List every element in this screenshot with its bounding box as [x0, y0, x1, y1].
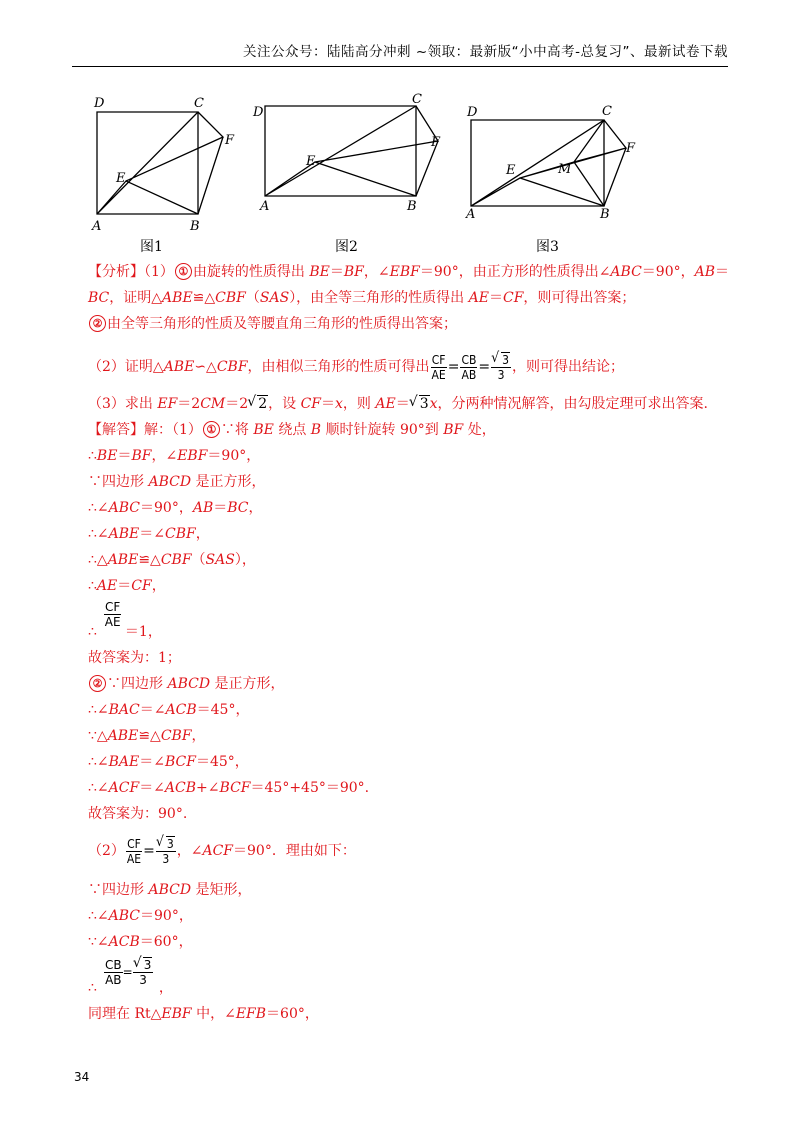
text-segment: 3 — [139, 973, 147, 987]
text-segment: EF — [157, 396, 178, 412]
text-segment: ＝ — [488, 290, 503, 306]
text-segment: 【分析】 — [88, 264, 144, 280]
text-segment: BCF — [219, 780, 251, 796]
text-segment: ① — [203, 421, 220, 438]
text-segment: AE — [126, 851, 142, 866]
text-segment: BAC — [108, 702, 140, 718]
text-segment: SAS — [205, 552, 235, 568]
fraction-sqrt3-3-2 — [156, 837, 176, 866]
text-segment: ＝∠ — [139, 526, 165, 542]
text-segment: ＝60°， — [266, 1006, 319, 1022]
text-segment: CF — [127, 836, 141, 851]
text-segment: EBF — [389, 264, 420, 280]
text-segment: CF — [431, 352, 446, 367]
text-segment: CF — [300, 396, 321, 412]
text-segment: ＝1， — [124, 624, 162, 640]
text-segment: ② — [89, 675, 106, 692]
text-segment: ，则可得出结论； — [512, 359, 625, 375]
text-segment: ， — [195, 526, 210, 542]
solution-line-16 — [88, 880, 252, 900]
text-segment: ，∠ — [363, 264, 390, 280]
math-expression — [157, 837, 175, 851]
text-segment: CBF — [160, 728, 192, 744]
text-segment: ∴ — [88, 578, 97, 594]
text-segment: （3）求出 — [88, 396, 158, 412]
solution-line-7 — [88, 622, 162, 642]
text-segment: ＝90°．理由如下： — [233, 843, 356, 859]
text-segment: ∵四边形 — [88, 882, 149, 898]
text-segment: （1） — [144, 264, 174, 280]
text-segment: AB — [192, 500, 214, 516]
text-segment: ABCD — [148, 474, 192, 490]
solution-line-5 — [88, 550, 256, 570]
text-segment: ＝2 — [177, 396, 201, 412]
text-segment: ACB — [108, 934, 140, 950]
solution-line-14 — [88, 804, 187, 824]
text-segment: ABC — [108, 908, 141, 924]
page-header: 关注公众号：陆陆高分冲刺 ~领取：最新版“小中高考-总复习”、最新试卷下载 — [72, 44, 728, 67]
text-segment: 是正方形， — [210, 676, 285, 692]
text-segment: ∴∠ — [88, 780, 109, 796]
text-segment: 故答案为：1； — [88, 650, 181, 666]
text-segment: = — [143, 843, 155, 859]
text-segment: ∴∠ — [88, 526, 109, 542]
fig3-label-a: A — [466, 207, 476, 222]
analysis-line-4 — [88, 350, 624, 384]
text-segment: AE — [468, 290, 489, 306]
text-segment: ＝ — [321, 396, 335, 412]
analysis-line-5 — [88, 394, 708, 414]
text-segment: BF — [443, 422, 464, 438]
text-segment: ＝ — [329, 264, 344, 280]
text-segment: （2）证明△ — [88, 359, 164, 375]
text-segment: AB — [694, 264, 716, 280]
text-segment: CF — [502, 290, 524, 306]
fig2-label-f: F — [431, 135, 441, 150]
text-segment: ＝90°， — [207, 448, 261, 464]
text-segment: ABCD — [167, 676, 211, 692]
text-segment: ＝∠ — [139, 754, 165, 770]
text-segment: AE — [96, 578, 118, 594]
text-segment: ABC — [610, 264, 642, 280]
text-segment: CBF — [216, 359, 248, 375]
text-segment: ABE — [107, 552, 139, 568]
text-segment: ACF — [202, 843, 234, 859]
fig3-label-m: M — [558, 162, 572, 177]
fig2-label-b: B — [407, 199, 417, 214]
text-segment: BE — [96, 448, 118, 464]
text-segment: ACB — [165, 702, 197, 718]
text-segment: ABE — [162, 290, 193, 306]
text-segment: ，∠ — [151, 448, 178, 464]
solution-line-20 — [88, 1004, 319, 1024]
solution-line-11 — [88, 726, 206, 746]
text-segment: ， — [191, 728, 206, 744]
text-segment: ，则 — [342, 396, 376, 412]
text-segment: ② — [89, 315, 106, 332]
text-segment: 故答案为：90°. — [88, 806, 188, 822]
text-segment: 顺时针旋转 90°到 — [321, 422, 444, 438]
text-segment: ACB — [164, 780, 197, 796]
text-segment: ，证明△ — [109, 290, 163, 306]
text-segment: ∴∠ — [88, 702, 109, 718]
text-segment: CBF — [165, 526, 196, 542]
text-segment: +∠ — [196, 780, 220, 796]
figure-caption-3: 图3 — [536, 239, 559, 255]
text-segment: BF — [343, 264, 364, 280]
text-segment: CBF — [160, 552, 192, 568]
text-segment: 【解答】 — [88, 422, 144, 438]
text-segment: ＝90°， — [641, 264, 695, 280]
text-segment: ＝ — [395, 396, 410, 412]
text-segment: AE — [431, 367, 446, 382]
text-segment: ）， — [234, 552, 256, 568]
text-segment: ＝90°，由正方形的性质得出∠ — [419, 264, 611, 280]
fig2-label-c: C — [412, 92, 422, 107]
text-segment: ＝2 — [225, 396, 249, 412]
text-segment: ＝90°， — [140, 500, 193, 516]
text-segment: CF — [105, 600, 121, 614]
fig3-label-f: F — [626, 141, 636, 156]
text-segment: ∴ — [88, 624, 97, 640]
solution-line-12 — [88, 752, 249, 772]
text-segment: 中，∠ — [191, 1006, 236, 1022]
text-segment: （ — [245, 290, 260, 306]
text-segment: 3 — [497, 367, 505, 382]
text-segment: ≌△ — [138, 728, 161, 744]
text-segment: ∴△ — [88, 552, 108, 568]
fraction-cf-ae-2 — [126, 837, 142, 866]
fraction-sqrt3-3 — [491, 353, 511, 382]
text-segment: ∴∠ — [88, 908, 109, 924]
text-segment: 绕点 — [273, 422, 311, 438]
solution-line-17 — [88, 906, 193, 926]
solution-line-1 — [88, 446, 260, 466]
text-segment: ＝ — [117, 578, 132, 594]
analysis-line-3 — [88, 314, 457, 334]
figure-1 — [97, 112, 223, 214]
fig3-label-b: B — [600, 207, 610, 222]
text-segment: 3 — [419, 396, 429, 412]
text-segment: ∴ — [88, 448, 97, 464]
text-segment: ∵△ — [88, 728, 108, 744]
text-segment: 由旋转的性质得出 — [192, 264, 310, 280]
text-segment: ＝∠ — [139, 780, 165, 796]
text-segment: BF — [131, 448, 152, 464]
text-segment: EBF — [161, 1006, 192, 1022]
solution-line-19 — [88, 978, 173, 998]
text-segment: ，由相似三角形的性质可得出 — [247, 359, 430, 375]
text-segment: AB — [105, 973, 122, 987]
text-segment: 同理在 Rt△ — [88, 1006, 162, 1022]
text-segment: ＝45°， — [196, 702, 250, 718]
text-segment: CBF — [215, 290, 246, 306]
solution-line-8 — [88, 648, 181, 668]
text-segment: ABE — [163, 359, 195, 375]
solution-line-9 — [88, 674, 285, 694]
solution-line-3 — [88, 498, 263, 518]
fraction-cb-ab — [460, 353, 477, 382]
fig2-label-d: D — [253, 105, 264, 120]
text-segment: BAE — [108, 754, 140, 770]
text-segment: 3 — [166, 836, 174, 851]
text-segment: ＝90°， — [140, 908, 193, 924]
text-segment: BE — [253, 422, 274, 438]
text-segment: ＝60°， — [139, 934, 193, 950]
text-segment: CM — [200, 396, 226, 412]
text-segment: 3 — [143, 958, 152, 972]
text-segment: ≌△ — [138, 552, 161, 568]
text-segment: ∵四边形 — [88, 474, 149, 490]
text-segment: B — [310, 422, 322, 438]
text-segment: x — [335, 396, 343, 412]
math-expression — [134, 958, 153, 972]
solution-line-2 — [88, 472, 266, 492]
text-segment: ， — [248, 500, 263, 516]
text-segment: 2 — [258, 396, 268, 412]
text-segment: 3 — [162, 851, 170, 866]
text-segment: BC — [227, 500, 249, 516]
text-segment: （2） — [88, 843, 125, 859]
text-segment: ，∠ — [176, 843, 203, 859]
text-segment: ，分两种情况解答，由勾股定理可求出答案. — [437, 396, 708, 412]
text-segment: ＝45°+45°＝90°. — [250, 780, 370, 796]
text-segment: = — [122, 965, 133, 979]
math-expression — [492, 353, 510, 367]
text-segment: EFB — [235, 1006, 267, 1022]
fig1-label-a: A — [92, 219, 102, 234]
solution-line-18 — [88, 932, 193, 952]
solution-line-10 — [88, 700, 249, 720]
fig1-label-d: D — [94, 96, 105, 111]
text-segment: 解：（1） — [144, 422, 202, 438]
fig1-label-c: C — [194, 96, 204, 111]
fig3-label-c: C — [602, 104, 612, 119]
text-segment: ，设 — [268, 396, 301, 412]
solution-line-0 — [88, 420, 496, 440]
sqrt-3 — [410, 394, 430, 414]
sqrt-2 — [248, 394, 268, 414]
fig2-label-e: E — [306, 154, 316, 169]
text-segment: ＝∠ — [139, 702, 166, 718]
text-segment: ABE — [108, 526, 140, 542]
figure-2 — [265, 106, 438, 196]
text-segment: 处， — [463, 422, 496, 438]
text-segment: 由全等三角形的性质及等腰直角三角形的性质得出答案； — [107, 316, 457, 332]
figure-3 — [471, 120, 626, 206]
text-segment: CB — [105, 958, 122, 972]
text-segment: EBF — [177, 448, 208, 464]
fraction-cf-ae — [431, 353, 447, 382]
geometry-figures — [80, 92, 740, 262]
text-segment: = — [447, 359, 460, 375]
text-segment: ∴ — [88, 980, 97, 996]
fig1-label-e: E — [116, 171, 126, 186]
text-segment: ＝ — [213, 500, 228, 516]
text-segment: 是正方形， — [191, 474, 266, 490]
fig1-label-f: F — [225, 133, 235, 148]
solution-line-6 — [88, 576, 166, 596]
text-segment: ∵四边形 — [107, 676, 168, 692]
analysis-line-1 — [88, 262, 729, 282]
text-segment: ＝ — [117, 448, 132, 464]
fig1-label-b: B — [190, 219, 200, 234]
fig2-label-a: A — [260, 199, 270, 214]
figure-caption-1: 图1 — [140, 239, 163, 255]
fig3-label-d: D — [467, 105, 478, 120]
text-segment: BE — [309, 264, 330, 280]
text-segment: BCF — [165, 754, 196, 770]
solution-line-13 — [88, 778, 369, 798]
text-segment: x — [429, 396, 438, 412]
text-segment: ∴∠ — [88, 754, 109, 770]
text-segment: AE — [375, 396, 396, 412]
text-segment: ACF — [108, 780, 140, 796]
text-segment: ），由全等三角形的性质得出 — [289, 290, 469, 306]
text-segment: ∵∠ — [88, 934, 109, 950]
text-segment: BC — [88, 290, 110, 306]
text-segment: ∴∠ — [88, 500, 109, 516]
figure-caption-2: 图2 — [335, 239, 358, 255]
solution-line-15 — [88, 832, 356, 870]
text-segment: AE — [104, 615, 121, 629]
text-segment: ∽△ — [194, 359, 217, 375]
text-segment: ， — [151, 578, 166, 594]
text-segment: ＝ — [715, 264, 730, 280]
text-segment: 3 — [502, 352, 510, 367]
text-segment: CB — [461, 352, 477, 367]
text-segment: ABCD — [148, 882, 192, 898]
text-segment: CF — [131, 578, 152, 594]
text-segment: ＝45°， — [195, 754, 249, 770]
text-segment: = — [478, 359, 491, 375]
text-segment: ≌△ — [192, 290, 216, 306]
text-segment: （ — [191, 552, 206, 568]
text-segment: ABC — [108, 500, 141, 516]
text-segment: ∵将 — [220, 422, 254, 438]
text-segment: AB — [461, 367, 477, 382]
page-number: 34 — [74, 1070, 90, 1084]
text-segment: ，则可得出答案； — [523, 290, 636, 306]
text-segment: ① — [175, 263, 192, 280]
solution-line-4 — [88, 524, 210, 544]
text-segment: ， — [158, 980, 173, 996]
fig3-label-e: E — [506, 163, 516, 178]
analysis-line-2 — [88, 288, 635, 308]
text-segment: SAS — [259, 290, 290, 306]
text-segment: 是矩形， — [191, 882, 252, 898]
text-segment: ABE — [107, 728, 139, 744]
